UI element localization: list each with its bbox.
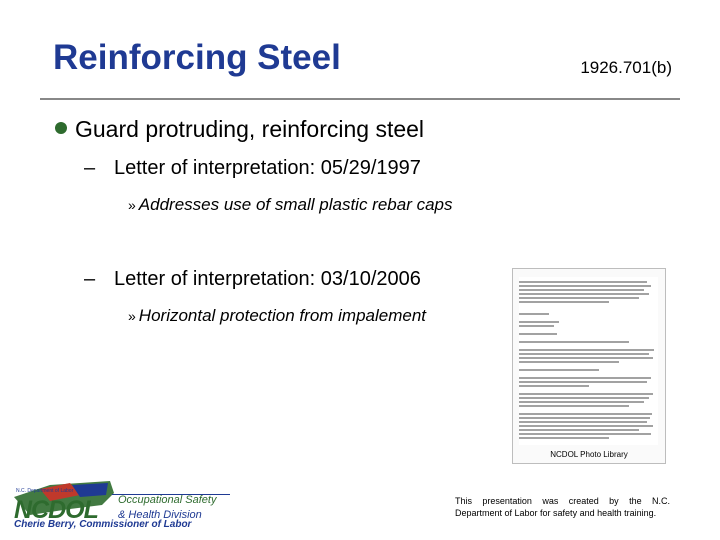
bullet-main — [55, 116, 424, 143]
letter-document-image — [519, 277, 658, 445]
bullet-dot-icon — [55, 122, 67, 134]
bullet-main-text: Guard protruding, reinforcing steel — [75, 116, 425, 142]
bullet-letter-1-text: Letter of interpretation: 05/29/1997 — [114, 157, 421, 179]
logo-division-line-2: & Health Division — [118, 509, 202, 521]
bullet-letter-2-detail-text: Horizontal protection from impalement — [138, 306, 427, 325]
title-divider — [40, 98, 680, 100]
bullet-letter-1-detail — [128, 195, 453, 215]
bullet-letter-1-detail-text: Addresses use of small plastic rebar caps — [138, 195, 453, 214]
dash-icon: – — [84, 268, 96, 290]
footer-note: This presentation was created by the N.C. Department of Labor for safety and health training. — [455, 496, 670, 518]
standard-reference: 1926.701(b) — [580, 58, 672, 77]
chevron-icon: » — [128, 308, 136, 324]
image-caption: NCDOL Photo Library — [550, 450, 628, 459]
slide-title: Reinforcing Steel — [53, 38, 341, 77]
bullet-letter-1 — [84, 157, 421, 180]
logo-department: N.C. Department of Labor — [16, 488, 74, 494]
logo-division-line-1: Occupational Safety — [118, 494, 217, 506]
bullet-letter-2-detail — [128, 306, 426, 326]
bullet-letter-2 — [84, 268, 421, 291]
letter-thumbnail-image — [512, 268, 666, 464]
chevron-icon: » — [128, 197, 136, 213]
dash-icon: – — [84, 157, 96, 179]
bullet-letter-2-text: Letter of interpretation: 03/10/2006 — [114, 268, 421, 290]
logo-name: NCDOL — [14, 496, 98, 524]
logo-commissioner: Cherie Berry, Commissioner of Labor — [14, 519, 192, 530]
